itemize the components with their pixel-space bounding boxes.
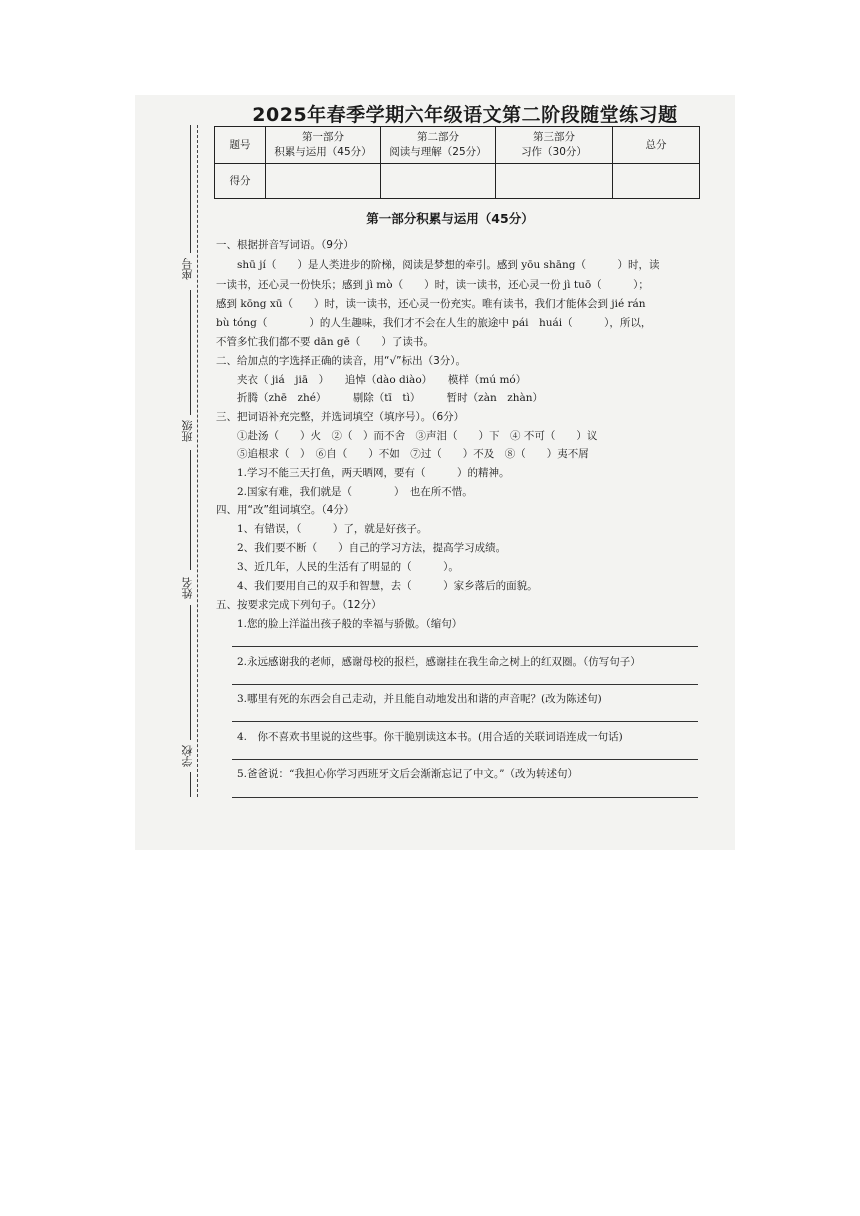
q2-line: 夹衣（ jiá jiā ） 追悼（dào diào） 模样（mú mó） [237, 374, 527, 386]
q1-line: 不管多忙我们都不要 dān gē（ ）了读书。 [216, 336, 434, 348]
q3-line: 1.学习不能三天打鱼，两天晒网，要有（ ）的精神。 [237, 467, 510, 479]
q3-line: ①赴汤（ ）火 ②（ ）而不舍 ③声泪（ ）下 ④ 不可（ ）议 [237, 430, 598, 442]
q3-line: 2.国家有难，我们就是（ ） 也在所不惜。 [237, 486, 473, 498]
q4-line: 2、我们要不断（ ）自己的学习方法，提高学习成绩。 [237, 542, 507, 554]
score-cell-part1[interactable] [266, 164, 381, 199]
q1-line: bù tóng（ ）的人生趣味，我们才不会在人生的旅途中 pái huái（ ），所以， [216, 317, 652, 329]
score-header-total: 总分 [613, 127, 700, 164]
q2-line: 折腾（zhē zhé） 剔除（tī tì） 暂时（zàn zhàn） [237, 392, 544, 404]
answer-line[interactable] [232, 759, 698, 760]
binding-margin-line [197, 125, 198, 797]
q5-line: 4. 你不喜欢书里说的这些事。你干脆别读这本书。(用合适的关联词语连成一句话) [237, 731, 623, 743]
q4-line: 4、我们要用自己的双手和智慧，去（ ）家乡落后的面貌。 [237, 580, 538, 592]
side-rule-top [190, 125, 191, 253]
q1-line: 一读书，还心灵一份快乐；感到 jì mò（ ）时，读一读书，还心灵一份 jì tuō（ ）； [216, 279, 649, 291]
side-rule-3 [190, 450, 191, 570]
score-cell-total[interactable] [613, 164, 700, 199]
side-rule-2 [190, 290, 191, 415]
q5-line: 2.永远感谢我的老师，感谢母校的报栏，感谢挂在我生命之树上的红双圈。（仿写句子） [237, 656, 641, 668]
score-header-number: 题号 [215, 127, 266, 164]
q5-line: 1.您的脸上洋溢出孩子般的幸福与骄傲。（缩句） [237, 618, 463, 630]
q4-line: 1、有错误，（ ）了，就是好孩子。 [237, 523, 428, 535]
score-header-part3: 第三部分 习作（30分） [496, 127, 613, 164]
answer-line[interactable] [232, 646, 698, 647]
score-cell-part3[interactable] [496, 164, 613, 199]
q5-line: 5.爸爸说：“我担心你学习西班牙文后会渐渐忘记了中文。”（改为转述句） [237, 768, 579, 780]
answer-line[interactable] [232, 721, 698, 722]
score-cell-part2[interactable] [381, 164, 496, 199]
score-header-part1: 第一部分 积累与运用（45分） [266, 127, 381, 164]
q2-heading: 二、给加点的字选择正确的读音，用“√”标出（3分）。 [216, 355, 466, 367]
side-rule-5 [190, 772, 191, 797]
school-label: 学校 [181, 745, 194, 767]
answer-line[interactable] [232, 684, 698, 685]
name-label: 姓名 [181, 577, 194, 599]
q4-line: 3、近几年，人民的生活有了明显的（ ）。 [237, 561, 459, 573]
seat-number-label: 座号 [181, 258, 194, 280]
q1-line: shū jí（ ）是人类进步的阶梯，阅读是梦想的牵引。感到 yōu shāng（ ）时，读 [237, 259, 660, 271]
q1-heading: 一、根据拼音写词语。（9分） [216, 239, 354, 251]
score-header-part2: 第二部分 阅读与理解（25分） [381, 127, 496, 164]
score-table [214, 126, 700, 199]
q1-line: 感到 kōng xū（ ）时，读一读书，还心灵一份充实。唯有读书，我们才能体会到 jié rán [216, 298, 646, 310]
side-rule-4 [190, 605, 191, 740]
exam-title: 2025年春季学期六年级语文第二阶段随堂练习题 [252, 104, 678, 126]
section-title: 第一部分积累与运用（45分） [366, 211, 534, 226]
q4-heading: 四、用“改”组词填空。（4分） [216, 504, 355, 516]
q5-line: 3.哪里有死的东西会自己走动，并且能自动地发出和谐的声音呢？(改为陈述句) [237, 693, 602, 705]
q3-line: ⑤追根求（ ） ⑥自（ ）不如 ⑦过（ ）不及 ⑧（ ）夷不屑 [237, 448, 589, 460]
answer-line[interactable] [232, 797, 698, 798]
q3-heading: 三、把词语补充完整，并选词填空（填序号）。（6分） [216, 411, 465, 423]
q5-heading: 五、按要求完成下列句子。（12分） [216, 599, 382, 611]
class-label: 班级 [181, 420, 194, 442]
score-row-label: 得分 [215, 164, 266, 199]
